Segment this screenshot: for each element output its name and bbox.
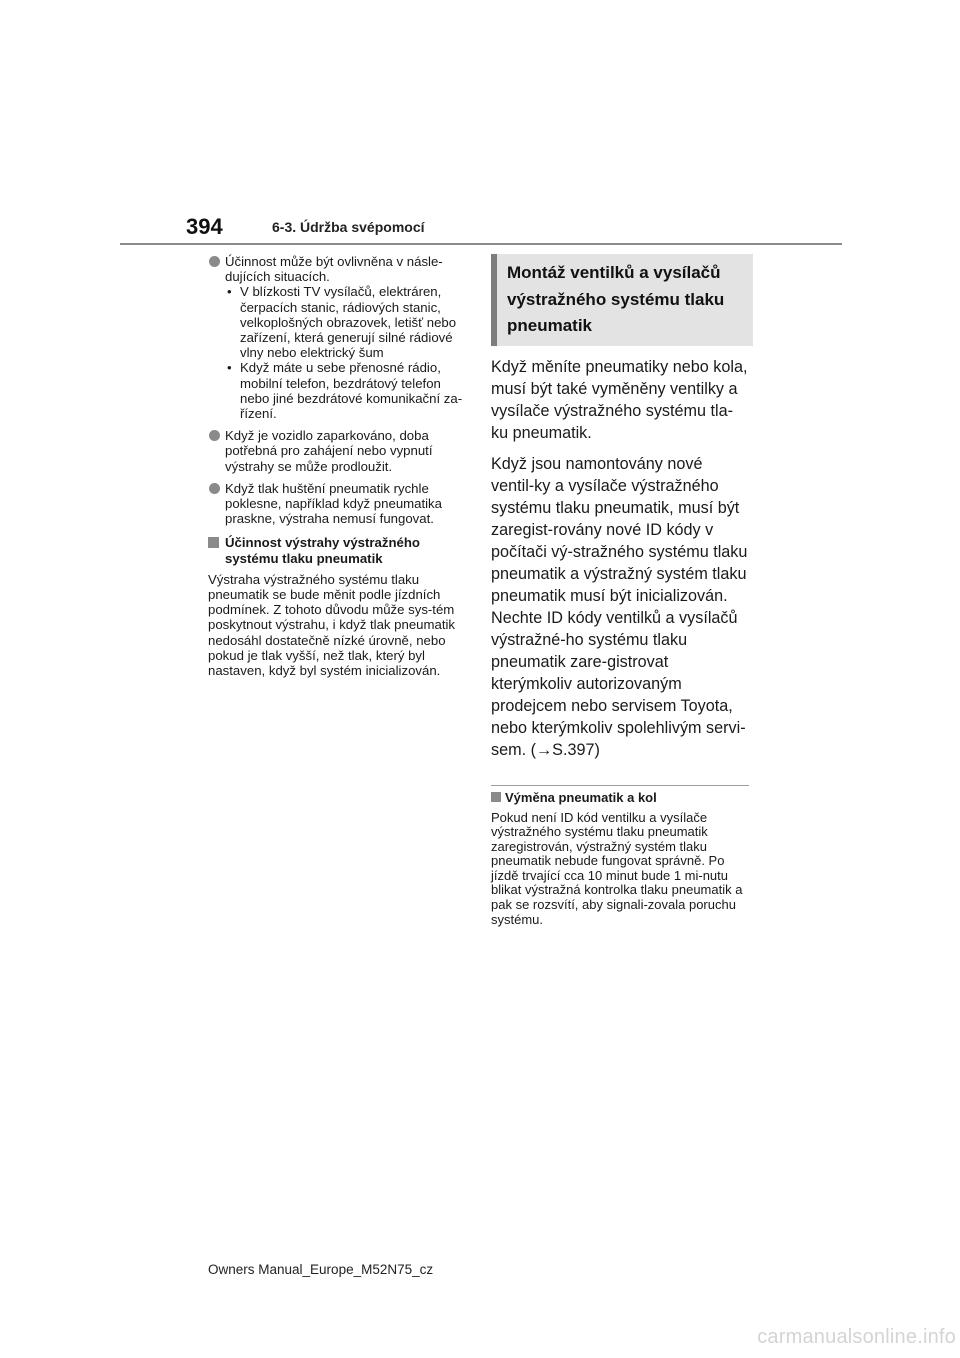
bullet-text: Když tlak huštění pneumatik rychle poklesne, například když pneumatika praskne, výstraha nemusí fungovat. bbox=[225, 480, 442, 527]
note-title bbox=[491, 790, 749, 805]
footer-text: Owners Manual_Europe_M52N75_cz bbox=[208, 1262, 434, 1277]
bullet-mark-icon: • bbox=[227, 284, 232, 300]
body-paragraph: Když jsou namontovány nové ventil-ky a vysílače výstražného systému tlaku pneumatik, musí být zaregist-rovány nové ID kódy v počítači vý-stražného systému tlaku pneumatik a výstražný systém tlaku pneumatik musí být inicializován. Nechte ID kódy ventilků a vysílačů výstražné-ho systému tlaku pneumatik zare-gistrovat kterýmkoliv autorizovaným prodejcem nebo servisem Toyota, nebo kterýmkoliv spolehlivým servi-sem. (→S.397) bbox=[491, 454, 748, 759]
square-bullet-icon bbox=[208, 537, 219, 548]
sub-list bbox=[225, 284, 470, 421]
bullet-text: Účinnost může být ovlivněna v násle-dujících situacích. bbox=[225, 254, 443, 285]
sub-item bbox=[225, 360, 470, 421]
body-paragraph: Když měníte pneumatiky nebo kola, musí být také vyměněny ventilky a vysílače výstražného systému tla-ku pneumatik. bbox=[491, 357, 748, 442]
right-column bbox=[491, 254, 749, 927]
bullet-item bbox=[208, 428, 470, 474]
bullet-mark-icon: • bbox=[227, 360, 232, 376]
note-title-text: Výměna pneumatik a kol bbox=[505, 789, 657, 805]
left-paragraph: Výstraha výstražného systému tlaku pneumatik se bude měnit podle jízdních podmínek. Z tohoto důvodu může sys-tém poskytnout výstrahu, i když tlak pneumatik nedosáhl dostatečně nízké úrovně, nebo pokud je tlak vyšší, než tlak, který byl nastaven, když byl systém inicializován. bbox=[208, 571, 456, 679]
sub-item bbox=[225, 284, 470, 360]
header-rule bbox=[120, 243, 842, 245]
bullet-dot-icon bbox=[209, 483, 220, 494]
note-divider bbox=[491, 785, 749, 786]
subsection-heading-text: Účinnost výstrahy výstražného systému tlaku pneumatik bbox=[225, 535, 420, 566]
section-heading-box: Montáž ventilků a vysílačů výstražného systému tlaku pneumatik bbox=[491, 254, 753, 346]
bullet-item bbox=[208, 481, 470, 527]
bullet-item bbox=[208, 254, 470, 421]
bullet-dot-icon bbox=[209, 256, 220, 267]
left-column bbox=[208, 254, 470, 678]
sub-item-text: V blízkosti TV vysílačů, elektráren, čerpacích stanic, rádiových stanic, velkoplošných obrazovek, letišť nebo zařízení, která generují silné rádiové vlny nebo elektrický šum bbox=[240, 284, 457, 361]
page-number: 394 bbox=[186, 214, 223, 239]
watermark: carmanualsonline.info bbox=[757, 1326, 956, 1348]
sub-item-text: Když máte u sebe přenosné rádio, mobilní telefon, bezdrátový telefon nebo jiné bezdrátové komunikační za-řízení. bbox=[240, 360, 463, 422]
bullet-text: Když je vozidlo zaparkováno, doba potřebná pro zahájení nebo vypnutí výstrahy se může prodloužit. bbox=[225, 428, 433, 474]
subsection-heading bbox=[208, 535, 470, 565]
square-bullet-icon bbox=[491, 792, 501, 802]
bullet-dot-icon bbox=[209, 430, 220, 441]
section-title: 6-3. Údržba svépomocí bbox=[272, 219, 425, 235]
note-body: Pokud není ID kód ventilku a vysílače výstražného systému tlaku pneumatik zaregistrován, výstražný systém tlaku pneumatik nebude fungovat správně. Po jízdě trvající cca 10 minut bude 1 mi-nutu blikat výstražná kontrolka tlaku pneumatik a pak se rozsvítí, aby signali-zovala poruchu systému. bbox=[491, 809, 743, 927]
